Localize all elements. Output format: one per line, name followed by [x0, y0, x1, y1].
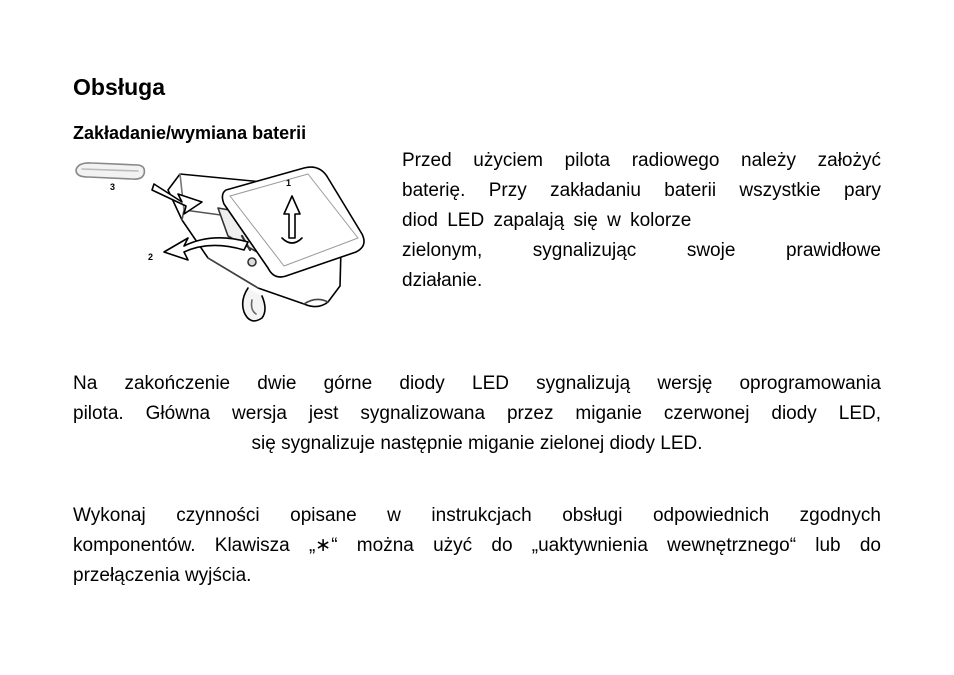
section-title: Zakładanie/wymiana baterii: [73, 123, 307, 143]
text-line: diod LED zapalają się w kolorze: [402, 210, 692, 231]
text-line: pilota. Główna wersja jest sygnalizowana przez miganie czerwonej diody LED,: [73, 403, 881, 424]
battery-instructions: [402, 146, 881, 296]
text-line: działanie.: [402, 270, 483, 291]
battery-cover-part: [76, 163, 144, 179]
text-line: komponentów. Klawisza „∗“ można użyć do „uaktywnienia wewnętrznego“ lub do: [73, 535, 881, 556]
text-line: się sygnalizuje następnie miganie zielonej diody LED.: [251, 433, 703, 454]
text-line: zielonym, sygnalizując swoje prawidłowe: [402, 240, 881, 261]
text-line: Wykonaj czynności opisane w instrukcjach obsługi odpowiednich zgodnych: [73, 505, 881, 526]
belt-clip: [243, 288, 265, 321]
led-version-paragraph: [73, 369, 881, 459]
page-title: Obsługa: [73, 74, 166, 100]
text-line: baterię. Przy zakładaniu baterii wszystkie pary: [402, 180, 881, 201]
text-line: Na zakończenie dwie górne diody LED sygnalizują wersję oprogramowania: [73, 373, 881, 394]
operation-paragraph: [73, 501, 881, 591]
callout-2: 2: [148, 252, 154, 262]
text-line: przełączenia wyjścia.: [73, 565, 252, 586]
callout-1: 1: [286, 178, 292, 188]
callout-3: 3: [110, 182, 116, 192]
text-line: Przed użyciem pilota radiowego należy założyć: [402, 150, 881, 171]
battery-replacement-illustration: [72, 150, 372, 335]
